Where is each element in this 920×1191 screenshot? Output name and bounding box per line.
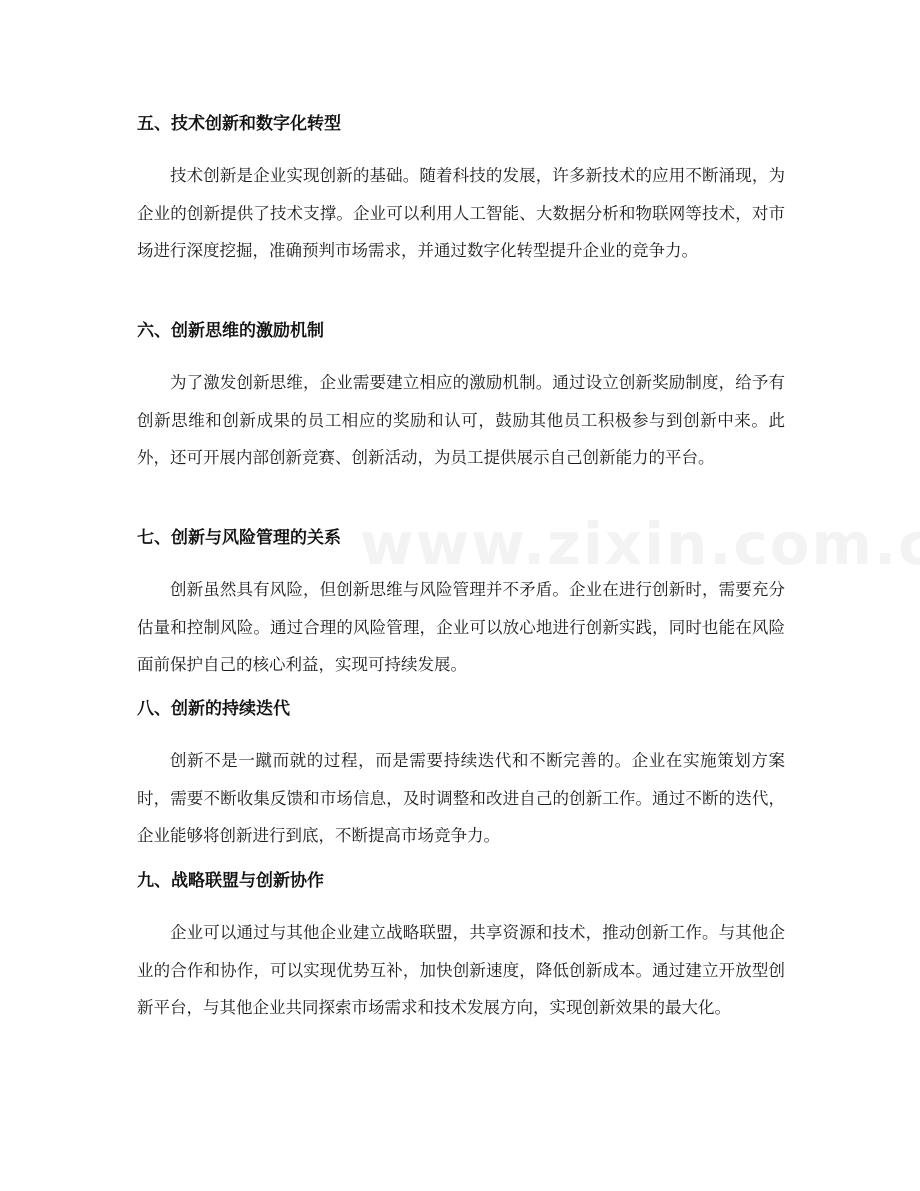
section-heading-9: 九、战略联盟与创新协作: [137, 871, 324, 891]
section-heading-7: 七、创新与风险管理的关系: [137, 528, 341, 548]
section-paragraph-9: 企业可以通过与其他企业建立战略联盟，共享资源和技术，推动创新工作。与其他企业的合作和协作，可以实现优势互补，加快创新速度，降低创新成本。通过建立开放型创新平台，与其他企业共同探索市场需求和技术发展方向，实现创新效果的最大化。: [137, 923, 785, 1017]
section-paragraph-8: 创新不是一蹴而就的过程，而是需要持续迭代和不断完善的。企业在实施策划方案时，需要不断收集反馈和市场信息，及时调整和改进自己的创新工作。通过不断的迭代，企业能够将创新进行到底，不断提高市场竞争力。: [137, 751, 785, 845]
watermark: [360, 510, 920, 578]
section-paragraph-5: 技术创新是企业实现创新的基础。随着科技的发展，许多新技术的应用不断涌现，为企业的创新提供了技术支撑。企业可以利用人工智能、大数据分析和物联网等技术，对市场进行深度挖掘，准确预判市场需求，并通过数字化转型提升企业的竞争力。: [137, 166, 785, 260]
section-heading-5: 五、技术创新和数字化转型: [137, 114, 341, 134]
section-heading-8: 八、创新的持续迭代: [137, 699, 290, 719]
section-paragraph-7: 创新虽然具有风险，但创新思维与风险管理并不矛盾。企业在进行创新时，需要充分估量和控制风险。通过合理的风险管理，企业可以放心地进行创新实践，同时也能在风险面前保护自己的核心利益，实现可持续发展。: [137, 580, 785, 674]
section-heading-6: 六、创新思维的激励机制: [137, 321, 324, 341]
section-paragraph-6: 为了激发创新思维，企业需要建立相应的激励机制。通过设立创新奖励制度，给予有创新思维和创新成果的员工相应的奖励和认可，鼓励其他员工积极参与到创新中来。此外，还可开展内部创新竞赛、创新活动，为员工提供展示自己创新能力的平台。: [137, 373, 785, 467]
